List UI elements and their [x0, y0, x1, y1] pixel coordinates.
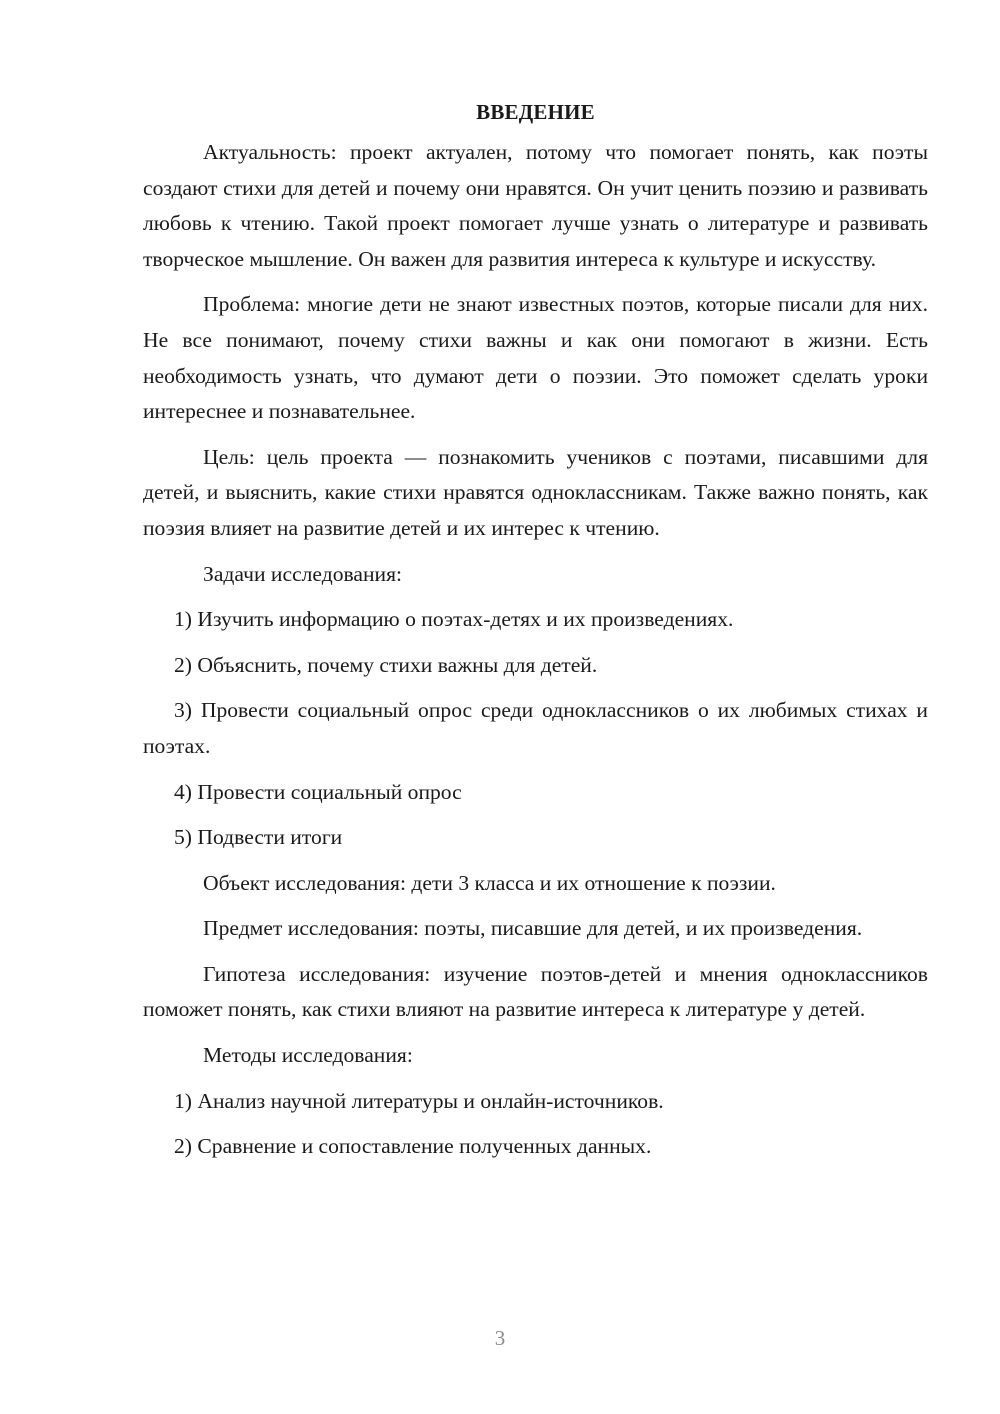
task-item: 2) Объяснить, почему стихи важны для детей.	[174, 652, 598, 677]
method-item: 1) Анализ научной литературы и онлайн-источников.	[174, 1088, 664, 1113]
task-item: 1) Изучить информацию о поэтах-детях и их произведениях.	[174, 607, 734, 632]
goal-paragraph: Цель: цель проекта — познакомить учеников с поэтами, писавшими для детей, и выяснить, какие стихи нравятся одноклассникам. Также важно понять, как поэзия влияет на развитие детей и их интерес к чтению.	[143, 444, 928, 540]
subject-paragraph: Предмет исследования: поэты, писавшие для детей, и их произведения.	[203, 916, 863, 941]
page-number: 3	[494, 1326, 506, 1350]
problem-paragraph: Проблема: многие дети не знают известных поэтов, которые писали для них. Не все понимают, почему стихи важны и как они помогают в жизни. Есть необходимость узнать, что думают дети о поэзии. Это поможет сделать уроки интереснее и познавательнее.	[143, 292, 928, 424]
methods-label: Методы исследования:	[203, 1043, 413, 1068]
object-paragraph: Объект исследования: дети 3 класса и их отношение к поэзии.	[203, 870, 776, 895]
task-item: 3) Провести социальный опрос среди одноклассников о их любимых стихах и поэтах.	[143, 698, 928, 758]
task-item: 4) Провести социальный опрос	[174, 779, 462, 804]
relevance-paragraph: Актуальность: проект актуален, потому что помогает понять, как поэты создают стихи для детей и почему они нравятся. Он учит ценить поэзию и развивать любовь к чтению. Такой проект помогает лучше узнать о литературе и развивать творческое мышление. Он важен для развития интереса к культуре и искусству.	[143, 140, 928, 271]
section-heading: ВВЕДЕНИЕ	[476, 100, 595, 124]
method-item: 2) Сравнение и сопоставление полученных данных.	[174, 1134, 652, 1159]
tasks-label: Задачи исследования:	[203, 561, 403, 586]
task-item: 5) Подвести итоги	[174, 825, 343, 850]
page-content	[143, 97, 928, 1175]
hypothesis-paragraph: Гипотеза исследования: изучение поэтов-детей и мнения одноклассников поможет понять, как стихи влияют на развитие интереса к литературе у детей.	[143, 961, 928, 1022]
